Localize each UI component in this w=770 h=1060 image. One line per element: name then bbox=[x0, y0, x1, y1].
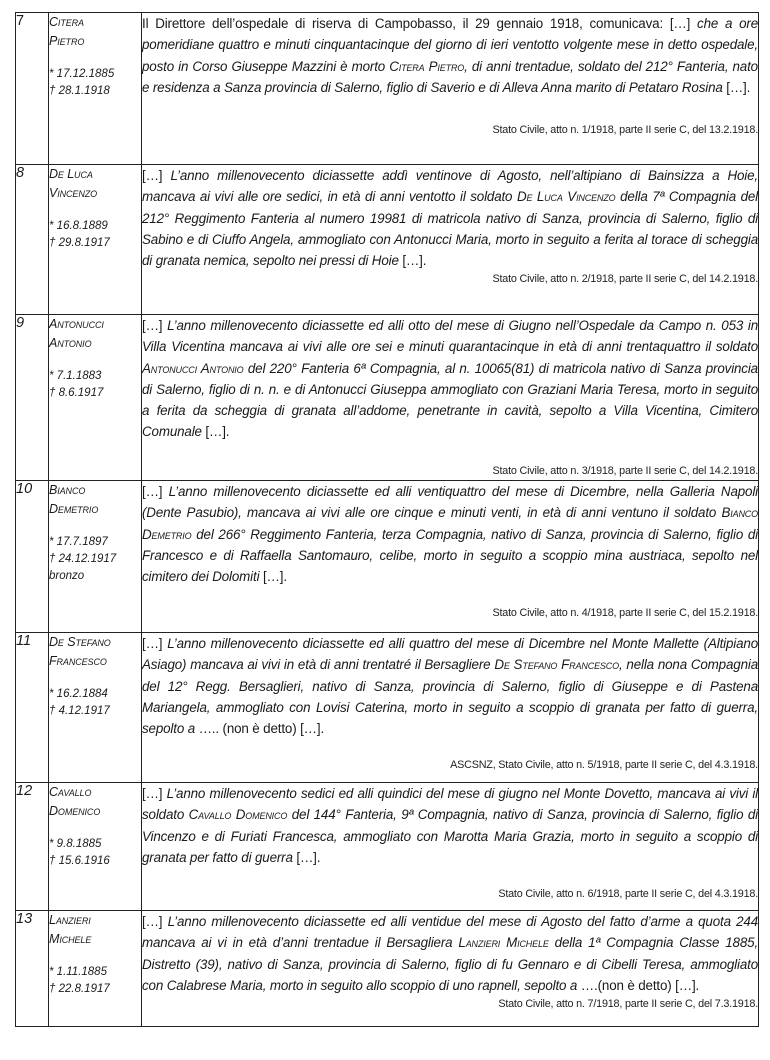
birth-date: * 16.2.1884 bbox=[49, 688, 108, 700]
record-text bbox=[142, 165, 758, 271]
record-text bbox=[142, 783, 758, 868]
record-person-name: Lanzieri Michele bbox=[458, 935, 549, 951]
life-dates bbox=[49, 836, 141, 870]
life-dates bbox=[49, 368, 141, 402]
person-cell bbox=[49, 13, 142, 165]
record-text-part: del 220° Fanteria 6ª Compagnia, al n. 10065(81) di matricola nativo di Sanza provincia di Salerno, figlio di n. n. e di Antonucci Giuseppa ammogliato con Graziani Maria Teresa, morto in seguito a ferita da scheggia di granata all’addome, penetrante in cavità, sepolto a Villa Vicentina, Cimitero Comunale bbox=[142, 360, 758, 440]
record-source: Stato Civile, atto n. 4/1918, parte II serie C, del 15.2.1918. bbox=[492, 607, 758, 620]
record-text-part: L’anno millenovecento diciassette ed alli ventiquattro del mese di Dicembre, nella Galleria Napoli (Dente Pasubio), mancava ai vivi alle ore cinque e minuti venti, in età di anni ventuno il soldato bbox=[142, 484, 758, 521]
surname: Bianco bbox=[49, 483, 86, 497]
record-text-part: L’anno millenovecento diciassette ed alli otto del mese di Giugno nell’Ospedale da Campo n. 053 in Villa Vicentina mancava ai vivi alle ore sei e minuti quarantacinque in età di anni trentaquattro il soldato bbox=[142, 318, 758, 355]
table-row bbox=[16, 783, 759, 911]
record-text-part: , nella nona Compagnia del 12° Regg. Bersaglieri, nativo di Sanza, provincia di Salerno, figlio di Giuseppe e di Pastena Mariangela, ammogliato con Lovisi Caterina, morto in seguito a scoppio di granata per fatto di guerra, sepolto a bbox=[142, 657, 758, 737]
record-cell bbox=[142, 165, 759, 315]
person-cell bbox=[49, 911, 142, 1027]
death-date: † 24.12.1917 bbox=[49, 553, 117, 565]
entry-number: 13 bbox=[16, 911, 49, 1027]
record-ellipsis: ….. (non è detto) […]. bbox=[195, 721, 325, 737]
person-cell bbox=[49, 315, 142, 481]
record-text-part: , di anni trentadue, soldato del 212° Fanteria, nato e residenza a Sanza provincia di Salerno, figlio di Saverio e di Alleva Anna marito di Petataro Rosina bbox=[142, 58, 758, 95]
record-cell bbox=[142, 13, 759, 165]
record-cell bbox=[142, 783, 759, 911]
life-dates bbox=[49, 218, 141, 252]
surname: De Luca bbox=[49, 167, 93, 181]
life-dates bbox=[49, 534, 141, 585]
table-row bbox=[16, 315, 759, 481]
record-intro: Il Direttore dell’ospedale di riserva di Campobasso, il 29 gennaio 1918, comunicava: […] bbox=[142, 16, 691, 31]
record-ellipsis: […]. bbox=[292, 849, 321, 865]
death-date: † 4.12.1917 bbox=[49, 705, 110, 717]
record-source: Stato Civile, atto n. 7/1918, parte II serie C, del 7.3.1918. bbox=[498, 998, 758, 1011]
record-person-name: Citera Pietro bbox=[389, 58, 465, 74]
record-person-name: Cavallo Domenico bbox=[188, 807, 288, 823]
surname: Cavallo bbox=[49, 785, 92, 799]
given-name: Michele bbox=[49, 932, 92, 946]
record-text-part: che a ore pomeridiane quattro e minuti cinquantacinque del giorno di ieri ventotto volgente mese in detto ospedale, posto in Corso Giuseppe Mazzini è morto bbox=[142, 16, 758, 74]
record-ellipsis: […]. bbox=[722, 79, 751, 95]
surname: Antonucci bbox=[49, 317, 104, 331]
record-person-name: De Stefano Francesco bbox=[494, 657, 619, 673]
life-dates bbox=[49, 66, 141, 100]
record-text bbox=[142, 13, 758, 98]
death-register-table bbox=[15, 12, 759, 1027]
birth-date: * 9.8.1885 bbox=[49, 838, 102, 850]
life-dates bbox=[49, 686, 141, 720]
record-source: ASCSNZ, Stato Civile, atto n. 5/1918, parte II serie C, del 4.3.1918. bbox=[450, 759, 758, 772]
table-row bbox=[16, 13, 759, 165]
record-text bbox=[142, 633, 758, 739]
record-source: Stato Civile, atto n. 2/1918, parte II serie C, del 14.2.1918. bbox=[492, 273, 758, 286]
birth-date: * 17.12.1885 bbox=[49, 68, 115, 80]
record-text-part: della 7ª Compagnia del 212° Reggimento Fanteria al numero 19981 di matricola nativo di Sanza, provincia di Salerno, figlio di Sabino e di Ciuffo Angela, ammogliato con Antonucci Maria, morto in seguito a ferita al torace di scheggia di granata nemica, sepolto nei pressi di Hoie bbox=[142, 189, 758, 269]
entry-number: 10 bbox=[16, 481, 49, 633]
record-cell bbox=[142, 633, 759, 783]
entry-number: 12 bbox=[16, 783, 49, 911]
table-row bbox=[16, 481, 759, 633]
record-text bbox=[142, 481, 758, 587]
record-text-part: L’anno millenovecento diciassette addì ventinove di Agosto, nell’altipiano di Bainsizza a Hoie, mancava ai vivi alle ore sedici, in età di anni ventotto il soldato bbox=[142, 168, 758, 205]
surname: Citera bbox=[49, 15, 84, 29]
given-name: Vincenzo bbox=[49, 186, 98, 200]
person-cell bbox=[49, 481, 142, 633]
given-name: Domenico bbox=[49, 804, 101, 818]
record-intro: […] bbox=[142, 484, 163, 499]
record-text-part: L’anno millenovecento sedici ed alli quindici del mese di giugno nel Monte Dovetto, mancava ai vivi il soldato bbox=[142, 786, 758, 823]
record-text-part: L’anno millenovecento diciassette ed alli ventidue del mese di Agosto del fatto d’arme a quota 244 mancava ai vi in età d’anni trentadue il Bersagliera bbox=[142, 914, 758, 951]
surname: De Stefano bbox=[49, 635, 111, 649]
record-person-name: Antonucci Antonio bbox=[142, 360, 244, 376]
record-source: Stato Civile, atto n. 6/1918, parte II serie C, del 4.3.1918. bbox=[498, 888, 758, 901]
given-name: Antonio bbox=[49, 336, 92, 350]
record-text-part: del 144° Fanteria, 9ª Compagnia, nativo di Sanza, provincia di Salerno, figlio di Vincenzo e di Furiati Francesca, ammogliato con Marotta Maria Grazia, morto in seguito a scoppio di granata per fatto di guerra bbox=[142, 807, 758, 865]
record-text-part: della 1ª Compagnia Classe 1885, Distretto (39), nativo di Sanza, provincia di Salerno, figlio di fu Gennaro e di Cibelli Teresa, ammogliato con Calabrese Maria, morto in seguito allo scoppio di uno rapnell, sepolto a bbox=[142, 935, 758, 993]
record-intro: […] bbox=[142, 786, 163, 801]
entry-number: 9 bbox=[16, 315, 49, 481]
entry-number: 11 bbox=[16, 633, 49, 783]
birth-date: * 7.1.1883 bbox=[49, 370, 102, 382]
person-cell bbox=[49, 633, 142, 783]
record-cell bbox=[142, 481, 759, 633]
record-text bbox=[142, 315, 758, 443]
record-person-name: Bianco Demetrio bbox=[142, 505, 758, 542]
given-name: Francesco bbox=[49, 654, 107, 668]
record-intro: […] bbox=[142, 636, 163, 651]
record-intro: […] bbox=[142, 168, 163, 183]
record-ellipsis: […]. bbox=[201, 424, 230, 440]
death-date: † 29.8.1917 bbox=[49, 237, 110, 249]
person-cell bbox=[49, 165, 142, 315]
given-name: Pietro bbox=[49, 34, 85, 48]
record-ellipsis: […]. bbox=[398, 253, 427, 269]
death-date: † 22.8.1917 bbox=[49, 983, 110, 995]
table-row bbox=[16, 633, 759, 783]
surname: Lanzieri bbox=[49, 913, 91, 927]
table-row bbox=[16, 165, 759, 315]
record-source: Stato Civile, atto n. 3/1918, parte II serie C, del 14.2.1918. bbox=[492, 464, 758, 477]
death-date: † 8.6.1917 bbox=[49, 387, 104, 399]
record-intro: […] bbox=[142, 318, 163, 333]
record-person-name: De Luca Vincenzo bbox=[516, 189, 616, 205]
record-cell bbox=[142, 315, 759, 481]
record-cell bbox=[142, 911, 759, 1027]
record-ellipsis: ….(non è detto) […]. bbox=[577, 977, 700, 993]
record-text bbox=[142, 911, 758, 996]
death-date: † 28.1.1918 bbox=[49, 85, 110, 97]
record-source: Stato Civile, atto n. 1/1918, parte II serie C, del 13.2.1918. bbox=[492, 124, 758, 137]
given-name: Demetrio bbox=[49, 502, 99, 516]
birth-date: * 16.8.1889 bbox=[49, 220, 108, 232]
birth-date: * 17.7.1897 bbox=[49, 536, 108, 548]
death-date: † 15.6.1916 bbox=[49, 855, 110, 867]
medal-note: bronzo bbox=[49, 570, 85, 582]
entry-number: 7 bbox=[16, 13, 49, 165]
table-row bbox=[16, 911, 759, 1027]
life-dates bbox=[49, 964, 141, 998]
entry-number: 8 bbox=[16, 165, 49, 315]
record-ellipsis: […]. bbox=[259, 569, 287, 585]
record-text-part: L’anno millenovecento diciassette ed alli quattro del mese di Dicembre nel Monte Mallette (Altipiano Asiago) mancava ai vivi in età di anni trentatré il Bersagliere bbox=[142, 636, 758, 673]
record-intro: […] bbox=[142, 914, 163, 929]
person-cell bbox=[49, 783, 142, 911]
record-text-part: del 266° Reggimento Fanteria, terza Compagnia, nativo di Sanza, provincia di Salerno, figlio di Francesco e di Raffaella Santomauro, celibe, morto in seguito a scoppio mina austriaca, sepolto nel cimitero dei Dolomiti bbox=[142, 526, 758, 585]
birth-date: * 1.11.1885 bbox=[49, 966, 107, 978]
